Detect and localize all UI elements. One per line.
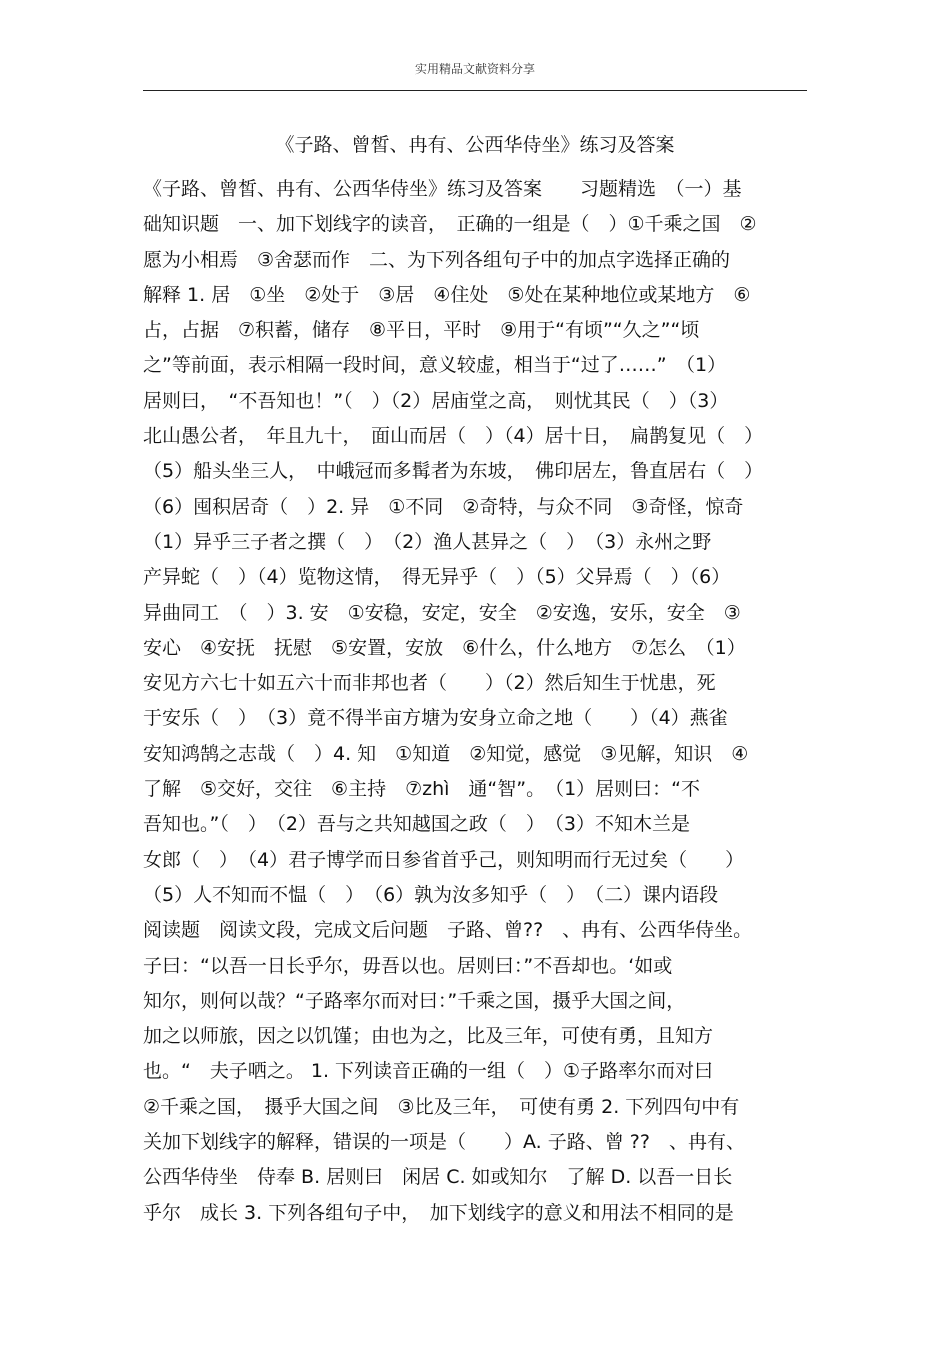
text-line: （5）船头坐三人， 中峨冠而多髯者为东坡， 佛印居左，鲁直居右（ ） [143, 460, 764, 483]
text-line: 居则曰， “不吾知也！”（ ）（2）居庙堂之高， 则忧其民（ ）（3） [143, 389, 729, 412]
text-line: 础知识题 一、加下划线字的读音， 正确的一组是（ ）①千乘之国 ② [143, 213, 757, 236]
text-line: 吾知也。”（ ） （2）吾与之共知越国之政（ ） （3）不知木兰是 [143, 813, 691, 836]
text-line: 也。“ 夫子哂之。 1. 下列读音正确的一组（ ）①子路率尔而对曰 [143, 1060, 714, 1083]
text-line: 占，占据 ⑦积蓄，储存 ⑧平日，平时 ⑨用于“有顷”“久之”“顷 [143, 319, 700, 342]
text-line: 关加下划线字的解释，错误的一项是（ ）A. 子路、曾 ?? 、冉有、 [143, 1131, 745, 1154]
text-line: 异曲同工 （ ）3. 安 ①安稳，安定，安全 ②安逸，安乐，安全 ③ [143, 601, 741, 624]
text-line: 加之以师旅，因之以饥馑；由也为之，比及三年，可使有勇，且知方 [143, 1025, 714, 1048]
text-line: 知尔，则何以哉？“子路率尔而对曰：”千乘之国，摄乎大国之间， [143, 989, 686, 1012]
text-line: 了解 ⑤交好，交往 ⑥主持 ⑦zhì 通“智”。 （1）居则曰：“不 [143, 778, 701, 801]
text-line: 产异蛇（ ）（4）览物这情， 得无异乎（ ）（5）父异焉（ ）（6） [143, 566, 731, 589]
header-divider [143, 90, 807, 91]
text-line: （6）囤积居奇（ ）2. 异 ①不同 ②奇特，与众不同 ③奇怪，惊奇 [143, 495, 744, 518]
text-line: 子曰：“以吾一日长乎尔，毋吾以也。居则曰：”不吾却也。‘如或 [143, 954, 673, 977]
text-line: ②千乘之国， 摄乎大国之间 ③比及三年， 可使有勇 2. 下列四句中有 [143, 1095, 740, 1118]
text-line: 愿为小相焉 ③舍瑟而作 二、为下列各组句子中的加点字选择正确的 [143, 248, 731, 271]
text-line: 女郎（ ） （4）君子博学而日参省首乎己，则知明而行无过矣（ ） [143, 848, 745, 871]
text-line: （5）人不知而不愠（ ） （6）孰为汝多知乎（ ） （二）课内语段 [143, 883, 719, 906]
text-line: 安知鸿鹄之志哉（ ）4. 知 ①知道 ②知觉，感觉 ③见解，知识 ④ [143, 742, 749, 765]
text-line: 北山愚公者， 年且九十， 面山而居（ ）（4）居十日， 扁鹊复见（ ） [143, 425, 764, 448]
document-body [143, 172, 807, 1231]
document-title: 《子路、曾皙、冉有、公西华侍坐》练习及答案 [275, 134, 675, 156]
text-line: 阅读题 阅读文段，完成文后问题 子路、曾?? 、冉有、公西华侍坐。 [143, 919, 753, 942]
text-line: 安心 ④安抚 抚慰 ⑤安置，安放 ⑥什么，什么地方 ⑦怎么 （1） [143, 636, 746, 659]
text-line: 于安乐（ ） （3）竟不得半亩方塘为安身立命之地（ ）（4）燕雀 [143, 707, 728, 730]
page-header: 实用精品文献资料分享 [414, 62, 535, 76]
text-line: 《子路、曾皙、冉有、公西华侍坐》练习及答案 习题精选 （一）基 [143, 178, 742, 200]
text-line: 之”等前面，表示相隔一段时间，意义较虚，相当于“过了……” （1） [143, 354, 727, 377]
text-line: 解释 1. 居 ①坐 ②处于 ③居 ④住处 ⑤处在某种地位或某地方 ⑥ [143, 283, 751, 306]
text-line: 乎尔 成长 3. 下列各组句子中， 加下划线字的意义和用法不相同的是 [143, 1201, 734, 1224]
text-line: （1）异乎三子者之撰（ ） （2）渔人甚异之（ ） （3）永州之野 [143, 530, 712, 553]
text-line: 公西华侍坐 侍奉 B. 居则曰 闲居 C. 如或知尔 了解 D. 以吾一日长 [143, 1166, 733, 1189]
text-line: 安见方六七十如五六十而非邦也者（ ）（2）然后知生于忧患，死 [143, 672, 716, 695]
